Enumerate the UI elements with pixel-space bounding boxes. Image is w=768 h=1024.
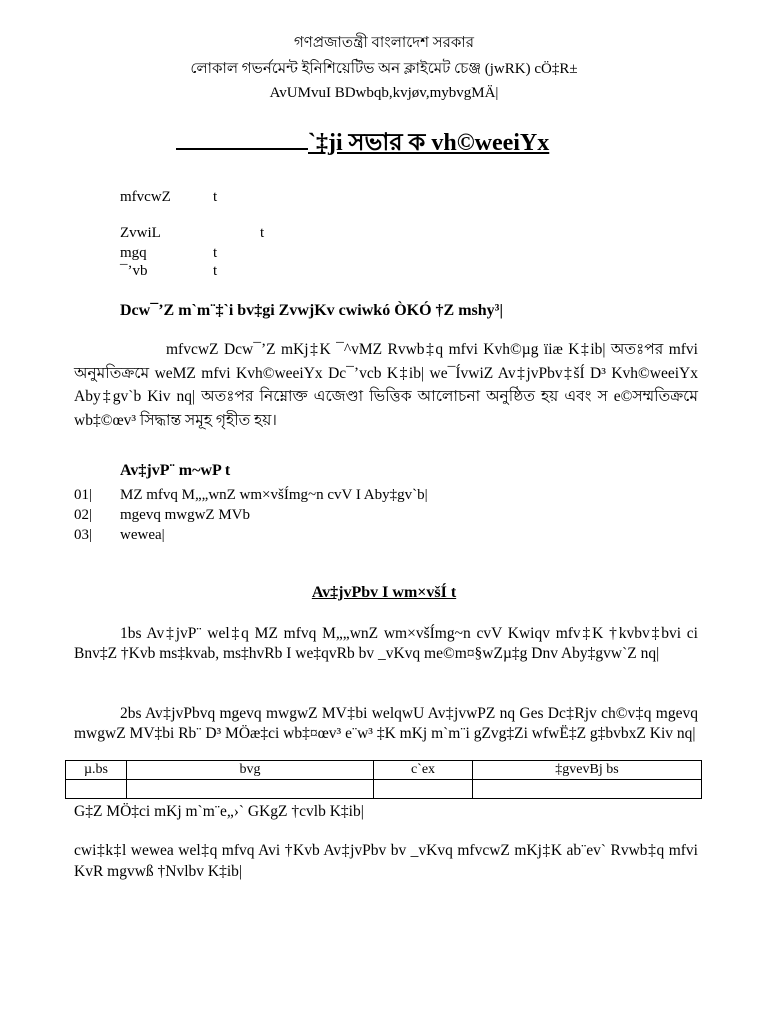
- title-text: `‡ji সভার ক vh©weeiYx: [308, 130, 550, 156]
- agenda-heading: Av‡jvP¨ m~wP t: [120, 462, 231, 479]
- agenda-item-text: wewea|: [120, 527, 165, 543]
- agenda-item: [74, 526, 165, 544]
- intro-paragraph: mfvcwZ Dcw¯’Z mKj‡K ¯^vMZ Rvwb‡q mfvi Kvh©µg ïiæ K‡ib| অতঃপর mfvi অনুমতিক্রমে weMZ mfvi Kvh©weeiYx Dc¯’vcb K‡ib| we¯ÍvwiZ Av‡jvPbv‡šÍ D³ Kvh©weeiYx Aby‡gv`b Kiv nq| অতঃপর নিম্নোক্ত এজেণ্ডা ভিত্তিক আলোচনা অনুষ্ঠিত হয় এবং স e©সম্মতিক্রমে wb‡©œv³ সিদ্ধান্ত সমূহ গৃহীত হয়।: [74, 341, 698, 429]
- table-cell: [374, 780, 473, 799]
- table-row: [66, 780, 702, 799]
- project-header: লোকাল গভর্নমেন্ট ইনিশিয়েটিভ অন ক্লাইমেট চেঞ্জ (jwRK) cÖ‡R±: [190, 61, 578, 77]
- place-value: t: [213, 263, 218, 279]
- table-cell: [66, 780, 127, 799]
- agenda-item-number: 03|: [74, 527, 93, 543]
- chair-value: t: [213, 189, 218, 205]
- date-field: [120, 224, 265, 242]
- place-label: ¯’vb: [120, 263, 148, 279]
- after-table-text: G‡Z MÖ‡ci mKj m`m¨e„›` GKgZ †cvlb K‡ib|: [74, 803, 364, 820]
- union-header: AvUMvuI BDwbqb,kvjøv,mybvgMÄ|: [269, 85, 499, 101]
- date-label: ZvwiL: [120, 225, 161, 241]
- page-title: [176, 128, 596, 158]
- agenda-item-text: MZ mfvq M„„wnZ wm×všÍmg~n cvV I Aby‡gv`b|: [120, 487, 428, 503]
- table-cell: [473, 780, 702, 799]
- agenda-item-text: mgevq mwgwZ MVb: [120, 507, 250, 523]
- table-header-serial: µ.bs: [66, 761, 127, 780]
- agenda-item-number: 01|: [74, 487, 93, 503]
- agenda-item: [74, 506, 250, 524]
- discussion-heading: Av‡jvPbv I wm×všÍ t: [311, 584, 457, 601]
- member-table: [65, 760, 702, 799]
- agenda-item-number: 02|: [74, 507, 93, 523]
- time-field: [120, 244, 218, 262]
- table-header-row: [66, 761, 702, 780]
- govt-header: গণপ্রজাতন্ত্রী বাংলাদেশ সরকার: [293, 35, 475, 51]
- discussion-paragraph-1: 1bs Av‡jvP¨ wel‡q MZ mfvq M„„wnZ wm×všÍmg~n cvV Kwiqv mfv‡K †kvbv‡bvi ci Bnv‡Z †Kvb ms‡kvab, ms‡hvRb I we‡qvRb bv _vKvq me©m¤§wZµ‡g Dnv Aby‡gvw`Z nq|: [74, 625, 698, 662]
- time-label: mgq: [120, 245, 147, 261]
- table-cell: [127, 780, 374, 799]
- attendance-note: Dcw¯’Z m`m¨‡`i bv‡gi ZvwjKv cwiwkó ÒKÓ †Z mshy³|: [120, 302, 503, 319]
- discussion-paragraph-2: 2bs Av‡jvPbvq mgevq mwgwZ MV‡bi welqwU Av‡jvwPZ nq Ges Dc‡Rjv ch©v‡q mgevq mwgwZ MV‡bi Rb¨ D³ MÖæ‡ci wb‡¤œv³ e¨w³ ‡K mKj m`m¨i gZvg‡Zi wfwË‡Z g‡bvbxZ Kiv nq|: [74, 705, 698, 742]
- table-header-name: bvg: [127, 761, 374, 780]
- agenda-item: [74, 486, 428, 504]
- title-underline: [176, 147, 308, 150]
- date-value: t: [260, 225, 265, 241]
- place-field: [120, 262, 218, 280]
- closing-paragraph: cwi‡k‡l wewea wel‡q mfvq Avi †Kvb Av‡jvPbv bv _vKvq mfvcwZ mKj‡K ab¨ev` Rvwb‡q mfvi KvR mgvwß †Nvlbv K‡ib|: [74, 842, 698, 880]
- table-header-designation: c`ex: [374, 761, 473, 780]
- chair-field: [120, 188, 218, 206]
- chair-label: mfvcwZ: [120, 189, 171, 205]
- table-header-mobile: ‡gvevBj bs: [473, 761, 702, 780]
- time-value: t: [213, 245, 218, 261]
